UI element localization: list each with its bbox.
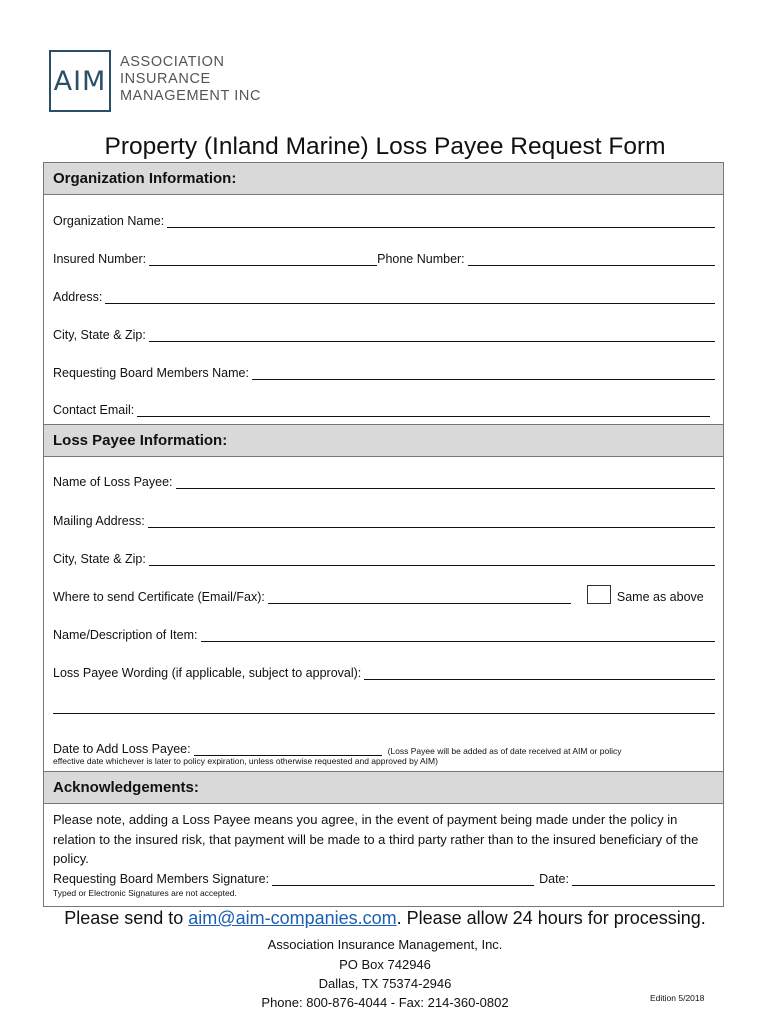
contact-email-label: Contact Email: (53, 403, 135, 417)
board-member-row (53, 360, 715, 380)
form-title: Property (Inland Marine) Loss Payee Request Form (104, 133, 666, 160)
contact-email-row (53, 397, 710, 417)
logo-wordmark (120, 54, 261, 105)
org-city-label: City, State & Zip: (53, 328, 146, 342)
signature-row (53, 866, 715, 886)
po-box: PO Box 742946 (339, 957, 431, 972)
payee-city-label: City, State & Zip: (53, 552, 146, 566)
section-payee-heading: Loss Payee Information: (44, 424, 723, 457)
payee-name-row (53, 469, 715, 489)
send-prefix: Please send to (64, 908, 189, 928)
wording-row (53, 660, 715, 680)
address-row (53, 284, 715, 304)
edition-label: Edition 5/2018 (650, 993, 705, 1003)
mailing-address-row (53, 508, 715, 528)
date-note-a: (Loss Payee will be added as of date received at AIM or policy (387, 746, 622, 756)
org-name-label: Organization Name: (53, 214, 165, 228)
date-to-add-row (53, 736, 621, 756)
signature-label: Requesting Board Members Signature: (53, 872, 270, 886)
phone-number-field[interactable] (468, 252, 715, 266)
wording-field-line-2[interactable] (53, 700, 715, 714)
date-to-add-field[interactable] (194, 742, 382, 756)
payee-name-field[interactable] (176, 475, 715, 489)
wording-label: Loss Payee Wording (if applicable, subject to approval): (53, 666, 362, 680)
section-org-heading: Organization Information: (44, 162, 723, 195)
logo-line-3: MANAGEMENT INC (120, 88, 262, 104)
send-instructions (0, 908, 770, 929)
ack-note: Typed or Electronic Signatures are not accepted. (53, 888, 237, 898)
mailing-address-field[interactable] (148, 514, 715, 528)
city-address: Dallas, TX 75374-2946 (318, 976, 452, 991)
logo-line-1: ASSOCIATION (120, 54, 225, 70)
ack-text: Please note, adding a Loss Payee means you agree, in the event of payment being made under the policy in relation to the insured risk, that payment will be made to a third party rather than to the insured beneficiary of the policy. (53, 812, 699, 866)
ack-date-field[interactable] (572, 872, 715, 886)
payee-name-label: Name of Loss Payee: (53, 475, 173, 489)
send-certificate-field[interactable] (268, 590, 571, 604)
item-description-row (53, 622, 715, 642)
section-ack-heading: Acknowledgements: (44, 771, 723, 804)
send-suffix: . Please allow 24 hours for processing. (396, 908, 706, 928)
same-as-above-checkbox[interactable] (587, 585, 611, 604)
org-city-field[interactable] (149, 328, 715, 342)
date-to-add-label: Date to Add Loss Payee: (53, 742, 191, 756)
ack-date-label: Date: (539, 872, 569, 886)
board-member-field[interactable] (252, 366, 715, 380)
mailing-address-label: Mailing Address: (53, 514, 145, 528)
date-note-b: effective date whichever is later to policy expiration, unless otherwise requested and approved by AIM) (53, 756, 438, 766)
aim-logo (49, 50, 111, 112)
insured-number-label: Insured Number: (53, 252, 147, 266)
wording-field[interactable] (364, 666, 715, 680)
logo-line-2: INSURANCE (120, 71, 211, 87)
item-description-field[interactable] (201, 628, 716, 642)
address-field[interactable] (105, 290, 715, 304)
payee-city-row (53, 546, 715, 566)
phone-fax: Phone: 800-876-4044 - Fax: 214-360-0802 (261, 995, 509, 1010)
company-name: Association Insurance Management, Inc. (267, 937, 503, 952)
org-city-row (53, 322, 715, 342)
contact-email-field[interactable] (137, 403, 710, 417)
logo-mark: AIM (53, 65, 107, 97)
same-as-above-label: Same as above (616, 590, 704, 604)
item-description-label: Name/Description of Item: (53, 628, 198, 642)
send-certificate-label: Where to send Certificate (Email/Fax): (53, 590, 265, 604)
insured-phone-row (53, 246, 715, 266)
insured-number-field[interactable] (149, 252, 377, 266)
email-link[interactable]: aim@aim-companies.com (188, 908, 397, 928)
org-name-field[interactable] (167, 214, 715, 228)
address-label: Address: (53, 290, 103, 304)
signature-field[interactable] (272, 872, 534, 886)
board-member-label: Requesting Board Members Name: (53, 366, 249, 380)
send-certificate-row (53, 584, 718, 604)
phone-number-label: Phone Number: (377, 252, 465, 266)
payee-city-field[interactable] (149, 552, 715, 566)
org-name-row (53, 208, 715, 228)
